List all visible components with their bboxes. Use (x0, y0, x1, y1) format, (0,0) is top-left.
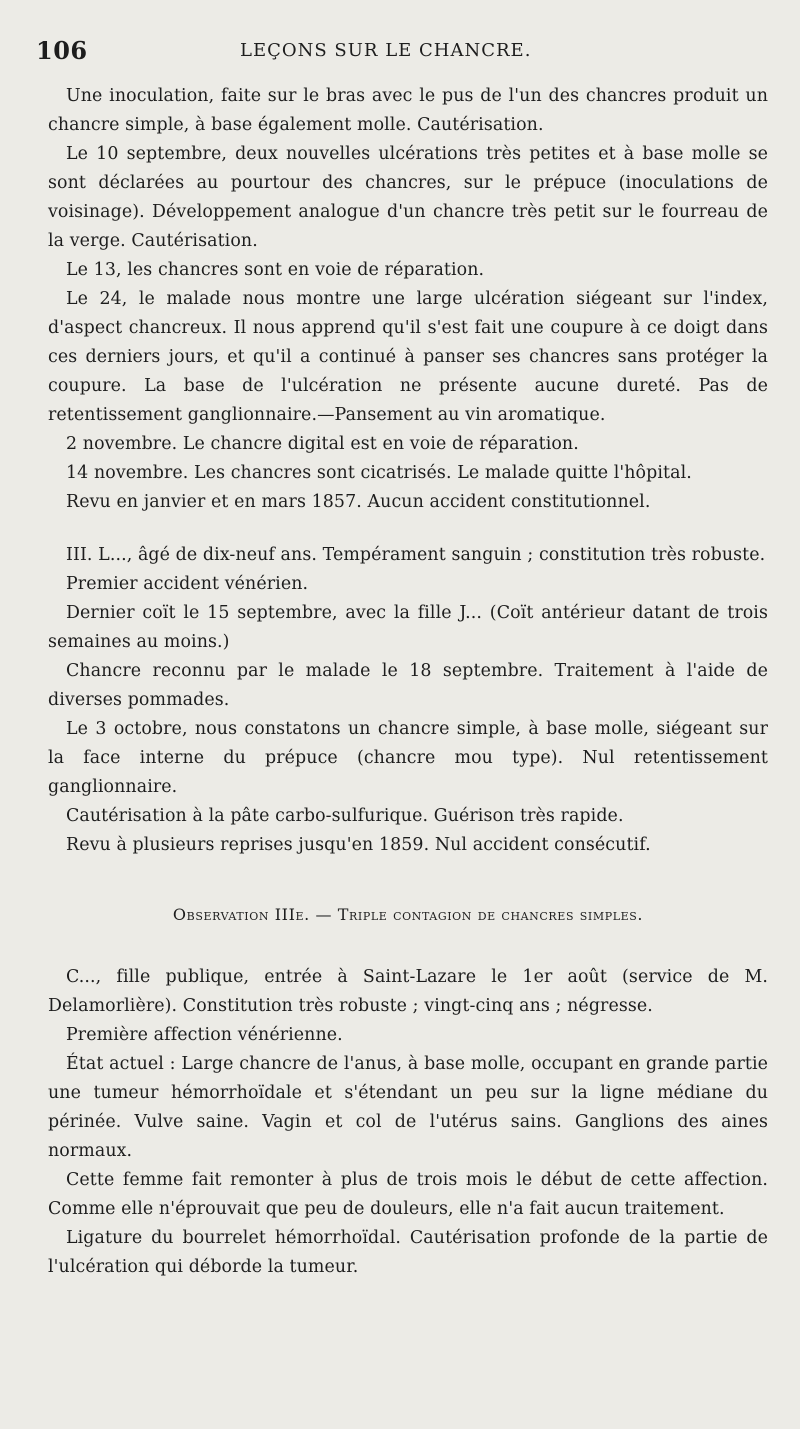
case-3-chancre-recognized: Chancre reconnu par le malade le 18 septembre. Traitement à l'aide de diverses pommades. (48, 661, 768, 710)
body-text (48, 82, 768, 1282)
paragraph-inoculation: Une inoculation, faite sur le bras avec le pus de l'un des chancres produit un chancre simple, à base également molle. Cautérisation. (48, 86, 768, 135)
case-3-cauterisation: Cautérisation à la pâte carbo-sulfurique. Guérison très rapide. (66, 806, 624, 826)
page-header (36, 36, 771, 72)
case-c-treatment: Ligature du bourrelet hémorrhoïdal. Cautérisation profonde de la partie de l'ulcération qui déborde la tumeur. (48, 1228, 768, 1277)
case-3-first-accident: Premier accident vénérien. (66, 574, 309, 594)
spacer (48, 860, 768, 900)
page-number: 106 (36, 36, 88, 65)
case-c-intro: C..., fille publique, entrée à Saint-Lazare le 1er août (service de M. Delamorlière). Constitution très robuste ; vingt-cinq ans ; négresse. (48, 967, 768, 1016)
paragraph-2-novembre: 2 novembre. Le chancre digital est en voie de réparation. (66, 434, 579, 454)
case-3-october: Le 3 octobre, nous constatons un chancre simple, à base molle, siégeant sur la face interne du prépuce (chancre mou type). Nul retentissement ganglionnaire. (48, 719, 768, 797)
case-c-history: Cette femme fait remonter à plus de trois mois le début de cette affection. Comme elle n'éprouvait que peu de douleurs, elle n'a fait aucun traitement. (48, 1170, 768, 1219)
case-c-current-state: État actuel : Large chancre de l'anus, à base molle, occupant en grande partie une tumeur hémorrhoïdale et s'étendant un peu sur la ligne médiane du périnée. Vulve saine. Vagin et col de l'utérus sains. Ganglions des aines normaux. (48, 1054, 768, 1161)
case-c-first-affection: Première affection vénérienne. (66, 1025, 343, 1045)
paragraph-revu-1857: Revu en janvier et en mars 1857. Aucun accident constitutionnel. (66, 492, 651, 512)
paragraph-10-septembre: Le 10 septembre, deux nouvelles ulcérations très petites et à base molle se sont déclarées au pourtour des chancres, sur le prépuce (inoculations de voisinage). Développement analogue d'un chancre très petit sur le fourreau de la verge. Cautérisation. (48, 144, 768, 251)
paragraph-14-novembre: 14 novembre. Les chancres sont cicatrisés. Le malade quitte l'hôpital. (66, 463, 692, 483)
case-3-intro: III. L..., âgé de dix-neuf ans. Tempérament sanguin ; constitution très robuste. (66, 545, 766, 565)
paragraph-24: Le 24, le malade nous montre une large ulcération siégeant sur l'index, d'aspect chancreux. Il nous apprend qu'il s'est fait une coupure à ce doigt dans ces derniers jours, et qu'il a continué à panser ses chancres sans protéger la coupure. La base de l'ulcération ne présente aucune dureté. Pas de retentissement ganglionnaire.—Pansement au vin aromatique. (48, 289, 768, 425)
running-title: LEÇONS SUR LE CHANCRE. (240, 40, 532, 61)
case-3-revu: Revu à plusieurs reprises jusqu'en 1859. Nul accident consécutif. (66, 835, 651, 855)
spacer (48, 517, 768, 541)
paragraph-13: Le 13, les chancres sont en voie de réparation. (66, 260, 485, 280)
spacer (48, 929, 768, 963)
case-3-last-coit: Dernier coït le 15 septembre, avec la fille J... (Coït antérieur datant de trois semaines au moins.) (48, 603, 768, 652)
observation-title: Observation IIIe. — Triple contagion de chancres simples. (172, 905, 644, 924)
